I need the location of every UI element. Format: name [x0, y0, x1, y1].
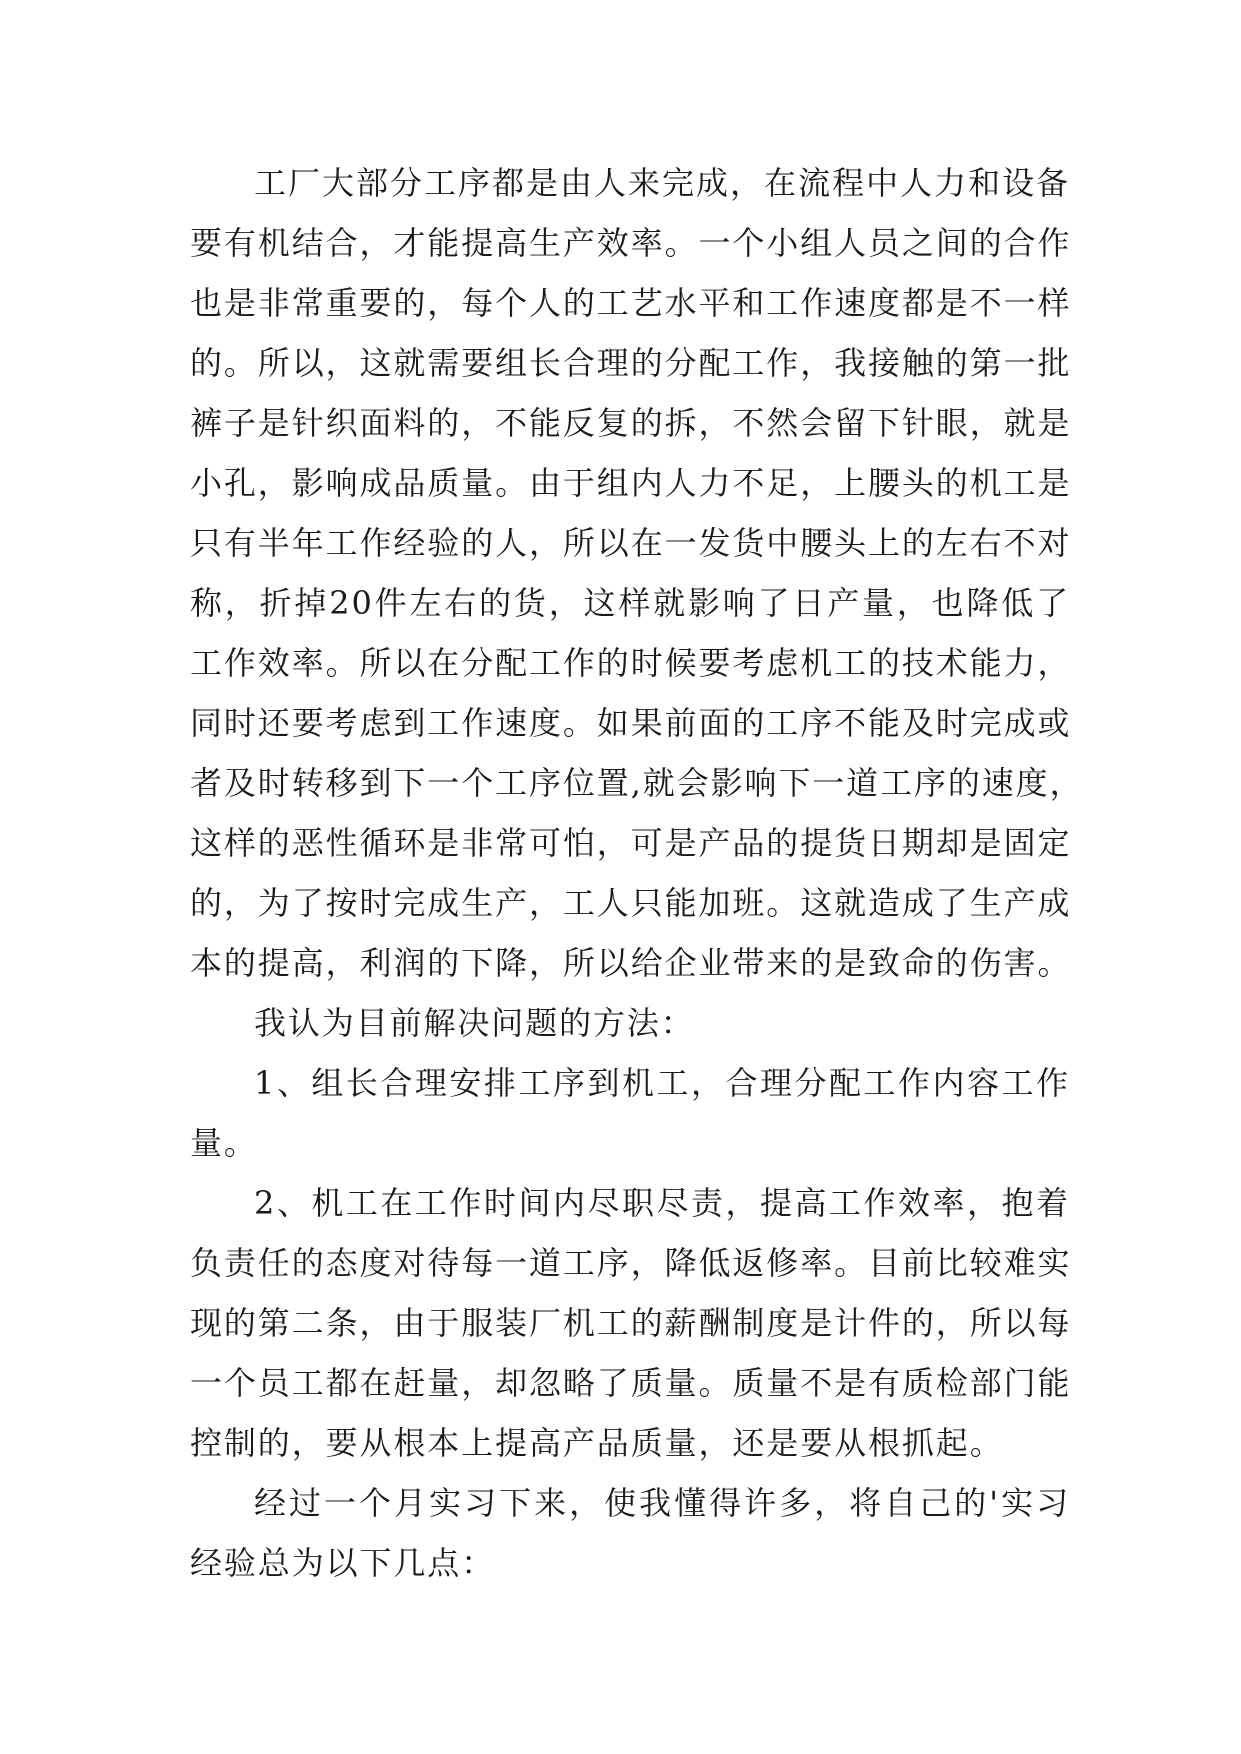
- paragraph-1-line-7: 只有半年工作经验的人，所以在一发货中腰头上的左右不对: [190, 524, 1072, 562]
- paragraph-1-line-2: 要有机结合，才能提高生产效率。一个小组人员之间的合作: [190, 224, 1072, 262]
- list-item-2-line-1: 2、机工在工作时间内尽职尽责，提高工作效率，抱着: [254, 1184, 1070, 1222]
- paragraph-2-line-1: 我认为目前解决问题的方法：: [254, 1004, 695, 1042]
- paragraph-1-line-8: 称，折掉20件左右的货，这样就影响了日产量，也降低了: [190, 584, 1070, 622]
- paragraph-1-line-3: 也是非常重要的，每个人的工艺水平和工作速度都是不一样: [190, 284, 1072, 322]
- paragraph-1-line-12: 这样的恶性循环是非常可怕，可是产品的提货日期却是固定: [190, 824, 1072, 862]
- list-item-2-line-4: 一个员工都在赶量，却忽略了质量。质量不是有质检部门能: [190, 1364, 1072, 1402]
- list-item-2-line-2: 负责任的态度对待每一道工序，降低返修率。目前比较难实: [190, 1244, 1072, 1282]
- paragraph-1-line-5: 裤子是针织面料的，不能反复的拆，不然会留下针眼，就是: [190, 404, 1072, 442]
- paragraph-1-line-1: 工厂大部分工序都是由人来完成，在流程中人力和设备: [254, 164, 1070, 202]
- paragraph-1-line-14: 本的提高，利润的下降，所以给企业带来的是致命的伤害。: [190, 944, 1072, 982]
- paragraph-1-line-9: 工作效率。所以在分配工作的时候要考虑机工的技术能力，: [190, 644, 1072, 682]
- body-text: [190, 153, 1084, 1593]
- list-item-2-line-5: 控制的，要从根本上提高产品质量，还是要从根抓起。: [190, 1424, 1004, 1462]
- list-item-1-line-2: 量。: [190, 1124, 258, 1162]
- paragraph-1-line-13: 的，为了按时完成生产，工人只能加班。这就造成了生产成: [190, 884, 1072, 922]
- paragraph-1-line-6: 小孔，影响成品质量。由于组内人力不足，上腰头的机工是: [190, 464, 1072, 502]
- paragraph-1-line-11: 者及时转移到下一个工序位置,就会影响下一道工序的速度，: [190, 764, 1084, 802]
- paragraph-3-line-2: 经验总为以下几点：: [190, 1544, 496, 1582]
- paragraph-1-line-10: 同时还要考虑到工作速度。如果前面的工序不能及时完成或: [190, 704, 1072, 742]
- paragraph-3-line-1: 经过一个月实习下来，使我懂得许多，将自己的'实习: [254, 1484, 1070, 1522]
- list-item-2-line-3: 现的第二条，由于服装厂机工的薪酬制度是计件的，所以每: [190, 1304, 1072, 1342]
- paragraph-1-line-4: 的。所以，这就需要组长合理的分配工作，我接触的第一批: [190, 344, 1072, 382]
- list-item-1-line-1: 1、组长合理安排工序到机工，合理分配工作内容工作: [254, 1064, 1070, 1102]
